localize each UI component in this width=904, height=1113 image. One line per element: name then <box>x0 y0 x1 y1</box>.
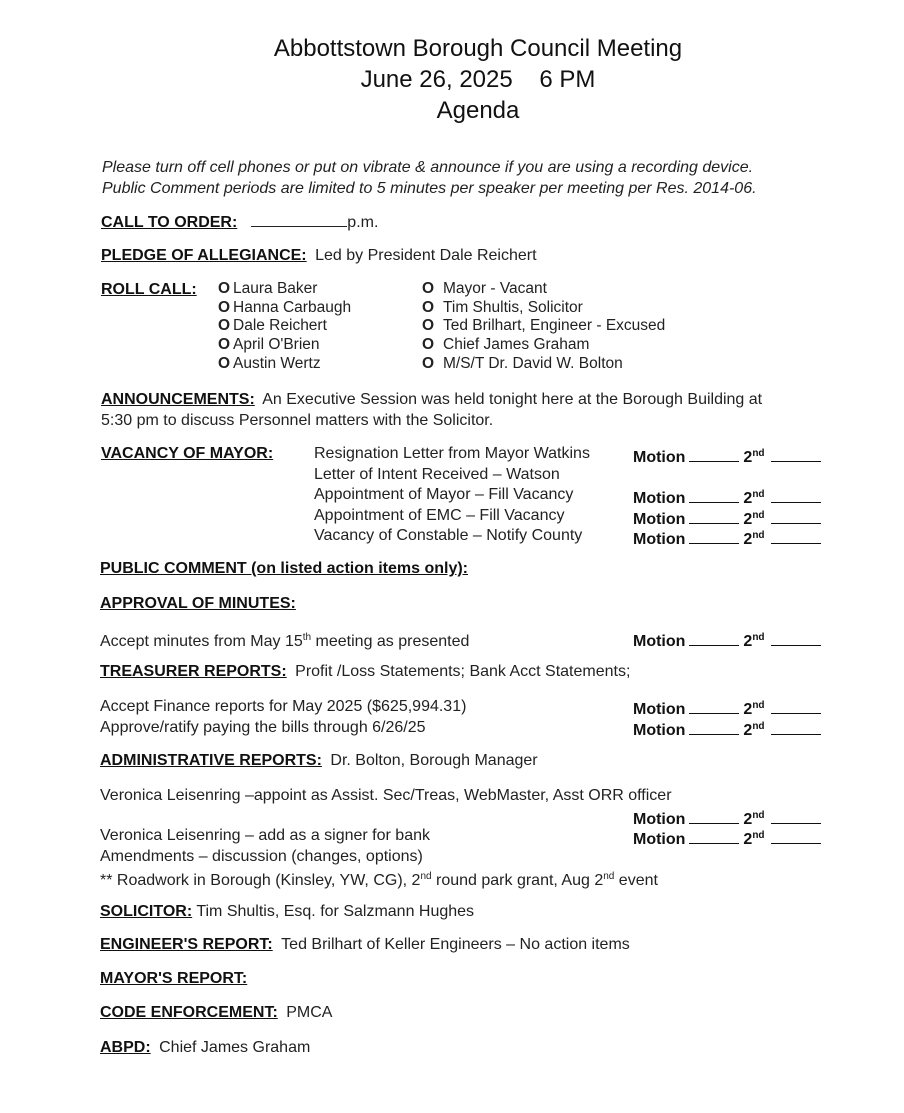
announcements-line-2: 5:30 pm to discuss Personnel matters with the Solicitor. <box>101 412 494 429</box>
approval-of-minutes-heading: APPROVAL OF MINUTES: <box>100 595 296 612</box>
treasurer-reports-text: Profit /Loss Statements; Bank Acct Statements; <box>295 663 631 680</box>
bullet-icon: O <box>218 336 231 354</box>
motion-blank[interactable] <box>689 487 739 503</box>
roll-call-item: O M/S/T Dr. David W. Bolton <box>422 354 623 372</box>
motion-blank[interactable] <box>689 508 739 524</box>
vacancy-item: Letter of Intent Received – Watson <box>314 465 560 483</box>
treasurer-item: Accept Finance reports for May 2025 ($625,994.31) <box>100 698 467 715</box>
bullet-icon: O <box>422 354 435 372</box>
admin-item: Veronica Leisenring –appoint as Assist. Sec/Treas, WebMaster, Asst ORR officer <box>100 787 672 804</box>
public-comment-section <box>100 559 468 578</box>
second-blank[interactable] <box>771 446 821 462</box>
roll-call-item: O Austin Wertz <box>218 354 321 372</box>
vacancy-of-mayor-items <box>314 444 590 547</box>
motion-blank[interactable] <box>689 446 739 462</box>
notice-line-2: Public Comment periods are limited to 5 minutes per speaker per meeting per Res. 2014-06. <box>102 180 757 197</box>
motion-second-line: Motion 2nd <box>633 717 821 740</box>
bullet-icon: O <box>218 298 231 316</box>
pledge-text: Led by President Dale Reichert <box>315 247 537 264</box>
administrative-reports-heading: ADMINISTRATIVE REPORTS: <box>100 752 322 769</box>
second-blank[interactable] <box>771 508 821 524</box>
motion-second-line: Motion 2nd <box>633 526 821 549</box>
administrative-reports-section <box>100 751 538 770</box>
bullet-icon: O <box>422 280 435 297</box>
motion-blank[interactable] <box>689 698 739 714</box>
vacancy-item: Resignation Letter from Mayor Watkins <box>314 445 590 462</box>
code-enforcement-text: PMCA <box>286 1004 333 1021</box>
solicitor-heading: SOLICITOR: <box>100 903 193 920</box>
admin-item: Amendments – discussion (changes, options) <box>100 848 423 865</box>
administrative-reports-text: Dr. Bolton, Borough Manager <box>330 752 538 769</box>
roll-call-heading: ROLL CALL: <box>101 281 197 298</box>
motion-second-line: Motion 2nd <box>633 506 821 529</box>
motion-second-line: Motion 2nd <box>633 444 821 467</box>
abpd-heading: ABPD: <box>100 1039 151 1056</box>
second-blank[interactable] <box>771 630 821 646</box>
motion-blank[interactable] <box>689 528 739 544</box>
call-to-order-suffix: p.m. <box>347 214 379 231</box>
bullet-icon: O <box>218 280 231 297</box>
solicitor-section <box>100 902 474 921</box>
bullet-icon: O <box>422 317 435 335</box>
treasurer-reports-heading: TREASURER REPORTS: <box>100 663 287 680</box>
vacancy-item: Vacancy of Constable – Notify County <box>314 527 583 544</box>
motion-blank[interactable] <box>689 630 739 646</box>
roll-call-item: O Mayor - Vacant <box>422 280 547 297</box>
public-comment-heading: PUBLIC COMMENT (on listed action items only): <box>100 560 469 577</box>
pledge-section <box>101 246 537 265</box>
treasurer-item: Approve/ratify paying the bills through 6/26/25 <box>100 719 426 736</box>
call-to-order-time-blank <box>251 212 347 227</box>
roll-call-item: O Ted Brilhart, Engineer - Excused <box>422 317 666 335</box>
bullet-icon: O <box>422 298 435 316</box>
mayor-report-section <box>100 969 247 988</box>
engineer-heading: ENGINEER'S REPORT: <box>100 936 273 953</box>
bullet-icon: O <box>218 354 231 372</box>
meeting-title: Abbottstown Borough Council Meeting <box>273 35 683 62</box>
roll-call-item: O Laura Baker <box>218 280 318 297</box>
call-to-order-heading: CALL TO ORDER: <box>101 214 238 231</box>
second-blank[interactable] <box>771 808 821 824</box>
treasurer-reports-section <box>100 662 630 681</box>
treasurer-reports-items <box>100 696 466 738</box>
roll-call-item: O Dale Reichert <box>218 317 327 335</box>
second-blank[interactable] <box>771 719 821 735</box>
meeting-date-time: June 26, 2025 6 PM <box>360 66 596 93</box>
agenda-header <box>0 33 904 126</box>
motion-blank[interactable] <box>689 808 739 824</box>
motion-second-line: Motion 2nd <box>633 826 821 849</box>
call-to-order-section <box>101 212 378 232</box>
bullet-icon: O <box>218 317 231 335</box>
roll-call-right-list <box>422 280 665 373</box>
admin-item: Veronica Leisenring – add as a signer for bank <box>100 827 430 844</box>
announcements-section <box>101 389 762 431</box>
roll-call-item: O Chief James Graham <box>422 336 590 354</box>
roll-call-item: O Hanna Carbaugh <box>218 298 352 316</box>
second-blank[interactable] <box>771 828 821 844</box>
motion-blank[interactable] <box>689 719 739 735</box>
second-blank[interactable] <box>771 528 821 544</box>
code-enforcement-section <box>100 1003 332 1022</box>
mayor-report-heading: MAYOR'S REPORT: <box>100 970 248 987</box>
abpd-text: Chief James Graham <box>159 1039 311 1056</box>
announcements-heading: ANNOUNCEMENTS: <box>101 391 255 408</box>
second-blank[interactable] <box>771 698 821 714</box>
approval-of-minutes-item: Accept minutes from May 15th meeting as presented <box>100 632 470 650</box>
roll-call-item: O Tim Shultis, Solicitor <box>422 298 583 316</box>
engineer-section <box>100 935 630 954</box>
notice-line-1: Please turn off cell phones or put on vibrate & announce if you are using a recording device. <box>102 159 754 176</box>
solicitor-text: Tim Shultis, Esq. for Salzmann Hughes <box>196 903 475 920</box>
motion-second-line: Motion 2nd <box>633 628 821 651</box>
approval-of-minutes-section <box>100 594 296 613</box>
second-blank[interactable] <box>771 487 821 503</box>
vacancy-of-mayor-heading-row <box>101 444 273 463</box>
engineer-text: Ted Brilhart of Keller Engineers – No action items <box>281 936 630 953</box>
roll-call-heading-row <box>101 280 197 299</box>
meeting-notice <box>102 157 757 199</box>
roll-call-left-list <box>218 280 351 373</box>
admin-item: ** Roadwork in Borough (Kinsley, YW, CG), 2nd round park grant, Aug 2nd event <box>100 871 658 889</box>
abpd-section <box>100 1038 310 1057</box>
motion-blank[interactable] <box>689 828 739 844</box>
motion-second-line: Motion 2nd <box>633 696 821 719</box>
vacancy-item: Appointment of EMC – Fill Vacancy <box>314 506 565 524</box>
roll-call-item: O April O'Brien <box>218 336 320 354</box>
motion-second-line: Motion 2nd <box>633 485 821 508</box>
motion-second-line: Motion 2nd <box>633 806 821 829</box>
vacancy-of-mayor-heading: VACANCY OF MAYOR: <box>101 445 274 462</box>
agenda-subtitle: Agenda <box>436 97 520 124</box>
vacancy-item: Appointment of Mayor – Fill Vacancy <box>314 486 574 503</box>
announcements-line-1: An Executive Session was held tonight here at the Borough Building at <box>262 391 763 408</box>
code-enforcement-heading: CODE ENFORCEMENT: <box>100 1004 278 1021</box>
bullet-icon: O <box>422 336 435 354</box>
pledge-heading: PLEDGE OF ALLEGIANCE: <box>101 247 307 264</box>
